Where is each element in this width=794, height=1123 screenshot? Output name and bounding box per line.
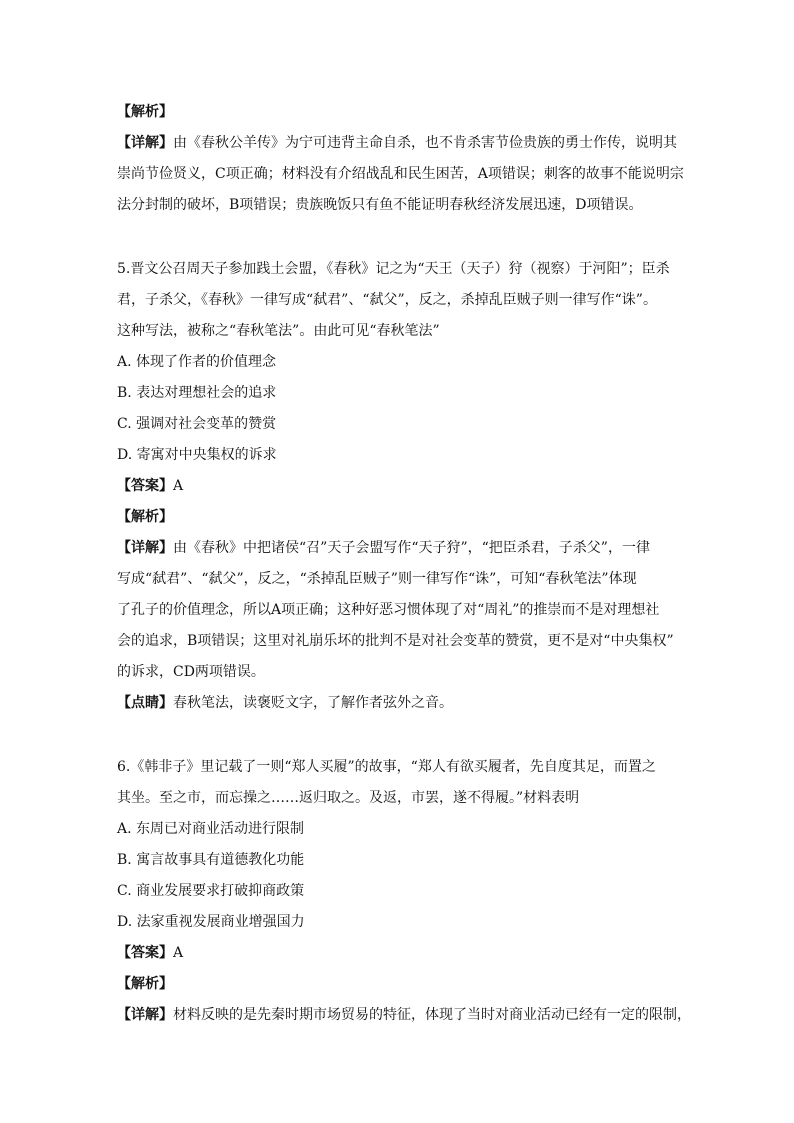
analysis-heading: [117, 974, 677, 994]
answer-tag: 【答案】: [117, 478, 173, 494]
analysis-tag: 【解析】: [117, 104, 173, 120]
detail-text: 由《春秋》中把诸侯“召”天子会盟写作“天子狩”，“把臣杀君，子杀父”，一律: [173, 540, 650, 556]
detail-paragraph-line: [117, 133, 677, 153]
question-stem-line: 这种写法，被称之“春秋笔法”。由此可见“春秋笔法”: [117, 323, 440, 339]
detail-paragraph-line: 写成“弑君”、“弑父”，反之，“杀掉乱臣贼子”则一律写作“诛”，可知“春秋笔法”体现: [117, 571, 637, 587]
detail-paragraph-line: 法分封制的破坏，B项错误；贵族晚饭只有鱼不能证明春秋经济发展迅速，D项错误。: [117, 197, 643, 213]
analysis-tag: 【解析】: [117, 509, 173, 525]
option-d: D. 寄寓对中央集权的诉求: [117, 447, 277, 463]
point-line: [117, 693, 677, 713]
option-a: A. 体现了作者的价值理念: [117, 354, 277, 370]
detail-paragraph-line: [117, 1005, 691, 1025]
answer-tag: 【答案】: [117, 945, 173, 961]
question-stem-line: 6.《韩非子》里记载了一则“郑人买履”的故事，“郑人有欲买履者，先自度其足，而置之: [117, 759, 656, 775]
option-b: B. 寓言故事具有道德教化功能: [117, 852, 305, 868]
option-c: C. 强调对社会变革的赞赏: [117, 416, 277, 432]
detail-text: 材料反映的是先秦时期市场贸易的特征，体现了当时对商业活动已经有一定的限制，: [173, 1007, 691, 1023]
analysis-tag: 【解析】: [117, 976, 173, 992]
analysis-heading: [117, 102, 677, 122]
option-c: C. 商业发展要求打破抑商政策: [117, 883, 305, 899]
question-stem-line: 5.晋文公召周天子参加践土会盟，《春秋》记之为“天王（天子）狩（视察）于河阳”；臣杀: [117, 261, 670, 277]
detail-tag: 【详解】: [117, 540, 173, 556]
option-a: A. 东周已对商业活动进行限制: [117, 821, 305, 837]
point-tag: 【点睛】: [117, 695, 173, 711]
detail-text: 由《春秋公羊传》为宁可违背主命自杀，也不肯杀害节俭贵族的勇士作传，说明其: [173, 135, 677, 151]
detail-paragraph-line: 崇尚节俭贤义，C项正确；材料没有介绍战乱和民生困苦，A项错误；刺客的故事不能说明宗: [117, 166, 684, 182]
answer-value: A: [173, 945, 184, 961]
answer-line: [117, 943, 677, 963]
analysis-heading: [117, 507, 677, 527]
answer-value: A: [173, 478, 184, 494]
detail-tag: 【详解】: [117, 1007, 173, 1023]
detail-paragraph-line: 的诉求，CD两项错误。: [117, 664, 265, 680]
detail-paragraph-line: 了孔子的价值理念，所以A项正确；这种好恶习惯体现了对“周礼”的推崇而不是对理想社: [117, 602, 660, 618]
question-stem-line: 君，子杀父，《春秋》一律写成“弑君”、“弑父”，反之，杀掉乱臣贼子则一律写作“诛”。: [117, 292, 657, 308]
point-text: 春秋笔法，读褒贬文字，了解作者弦外之音。: [173, 695, 453, 711]
detail-tag: 【详解】: [117, 135, 173, 151]
detail-paragraph-line: [117, 538, 677, 558]
option-d: D. 法家重视发展商业增强国力: [117, 914, 305, 930]
option-b: B. 表达对理想社会的追求: [117, 385, 277, 401]
detail-paragraph-line: 会的追求，B项错误；这里对礼崩乐坏的批判不是对社会变革的赞赏，更不是对“中央集权”: [117, 633, 674, 649]
question-stem-line: 其坐。至之市，而忘操之……返归取之。及返，市罢，遂不得履。”材料表明: [117, 790, 580, 806]
answer-line: [117, 476, 677, 496]
